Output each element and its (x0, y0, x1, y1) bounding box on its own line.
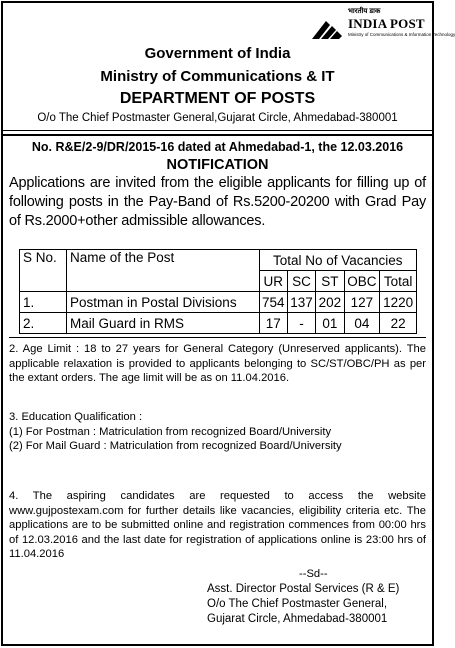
cell-st: 01 (316, 313, 344, 334)
signature-block (207, 582, 399, 627)
cell-sc: 137 (287, 292, 315, 313)
cell-sno: 1. (20, 292, 67, 313)
website-paragraph: 4. The aspiring candidates are requested to access the website www.gujpostexam.com for further details like vacancies, eligibility criteria etc. The applications are to be submitted online and registration commences from 00:00 hrs of 12.03.2016 and the last date for registration of applications online is 23:00 hrs of 11.04.2016 (9, 490, 426, 560)
subheader-sc: SC (287, 271, 315, 292)
cell-total: 1220 (380, 292, 417, 313)
subheader-total: Total (380, 271, 417, 292)
education-item-mail-guard: (2) For Mail Guard : Matriculation from recognized Board/University (9, 440, 342, 452)
india-post-emblem-icon (310, 17, 344, 43)
table-row (20, 292, 417, 313)
cell-total: 22 (380, 313, 417, 334)
signature-circle: Gujarat Circle, Ahmedabad-380001 (207, 613, 388, 625)
signature-office: O/o The Chief Postmaster General, (207, 598, 388, 610)
header-department: DEPARTMENT OF POSTS (119, 90, 316, 107)
table-header-row (20, 250, 417, 271)
signature-designation: Asst. Director Postal Services (R & E) (207, 583, 400, 595)
logo-subtitle: Ministry of Communications & Information Technology (348, 32, 455, 37)
subheader-st: ST (316, 271, 344, 292)
table-row (20, 313, 417, 334)
subheader-obc: OBC (344, 271, 380, 292)
header-government: Government of India (144, 45, 291, 62)
intro-paragraph: Applications are invited from the eligible applicants for filling up of following posts in the Pay-Band of Rs.5200-20200 with Grad Pay of Rs.2000+other admissible allowances. (9, 175, 426, 229)
education-item-postman: (1) For Postman : Matriculation from recognized Board/University (9, 425, 332, 438)
header-post-name: Name of the Post (67, 250, 260, 292)
divider-thick (3, 134, 432, 136)
age-limit-paragraph: 2. Age Limit : 18 to 27 years for General Category (Unreserved applicants). The applicable relaxation is provided to applicants belonging to SC/ST/OBC/PH as per the extant orders. The age limit will be as on 11.04.2016. (9, 343, 426, 384)
education-heading: 3. Education Qualification : (9, 411, 143, 423)
notification-title: NOTIFICATION (166, 157, 269, 173)
education-section (9, 410, 426, 454)
section-divider (9, 337, 426, 338)
header-address: O/o The Chief Postmaster General,Gujarat Circle, Ahmedabad-380001 (37, 112, 398, 124)
cell-post: Mail Guard in RMS (67, 313, 260, 334)
cell-ur: 754 (259, 292, 287, 313)
cell-ur: 17 (259, 313, 287, 334)
divider-thin (3, 130, 432, 131)
cell-sno: 2. (20, 313, 67, 334)
header-sno: S No. (20, 250, 67, 292)
logo-hindi-text: भारतीय डाक (348, 8, 381, 15)
cell-obc: 04 (344, 313, 380, 334)
header-ministry: Ministry of Communications & IT (100, 68, 335, 85)
vacancy-table (19, 249, 417, 334)
cell-obc: 127 (344, 292, 380, 313)
notice-page (1, 1, 455, 646)
cell-sc: - (287, 313, 315, 334)
cell-st: 202 (316, 292, 344, 313)
logo-title: INDIA POST (348, 16, 425, 31)
signature-sd: --Sd-- (299, 568, 328, 580)
reference-number: No. R&E/2-9/DR/2015-16 dated at Ahmedabad-1, the 12.03.2016 (31, 140, 404, 154)
cell-post: Postman in Postal Divisions (67, 292, 260, 313)
header-total-vacancies: Total No of Vacancies (259, 250, 416, 271)
subheader-ur: UR (259, 271, 287, 292)
